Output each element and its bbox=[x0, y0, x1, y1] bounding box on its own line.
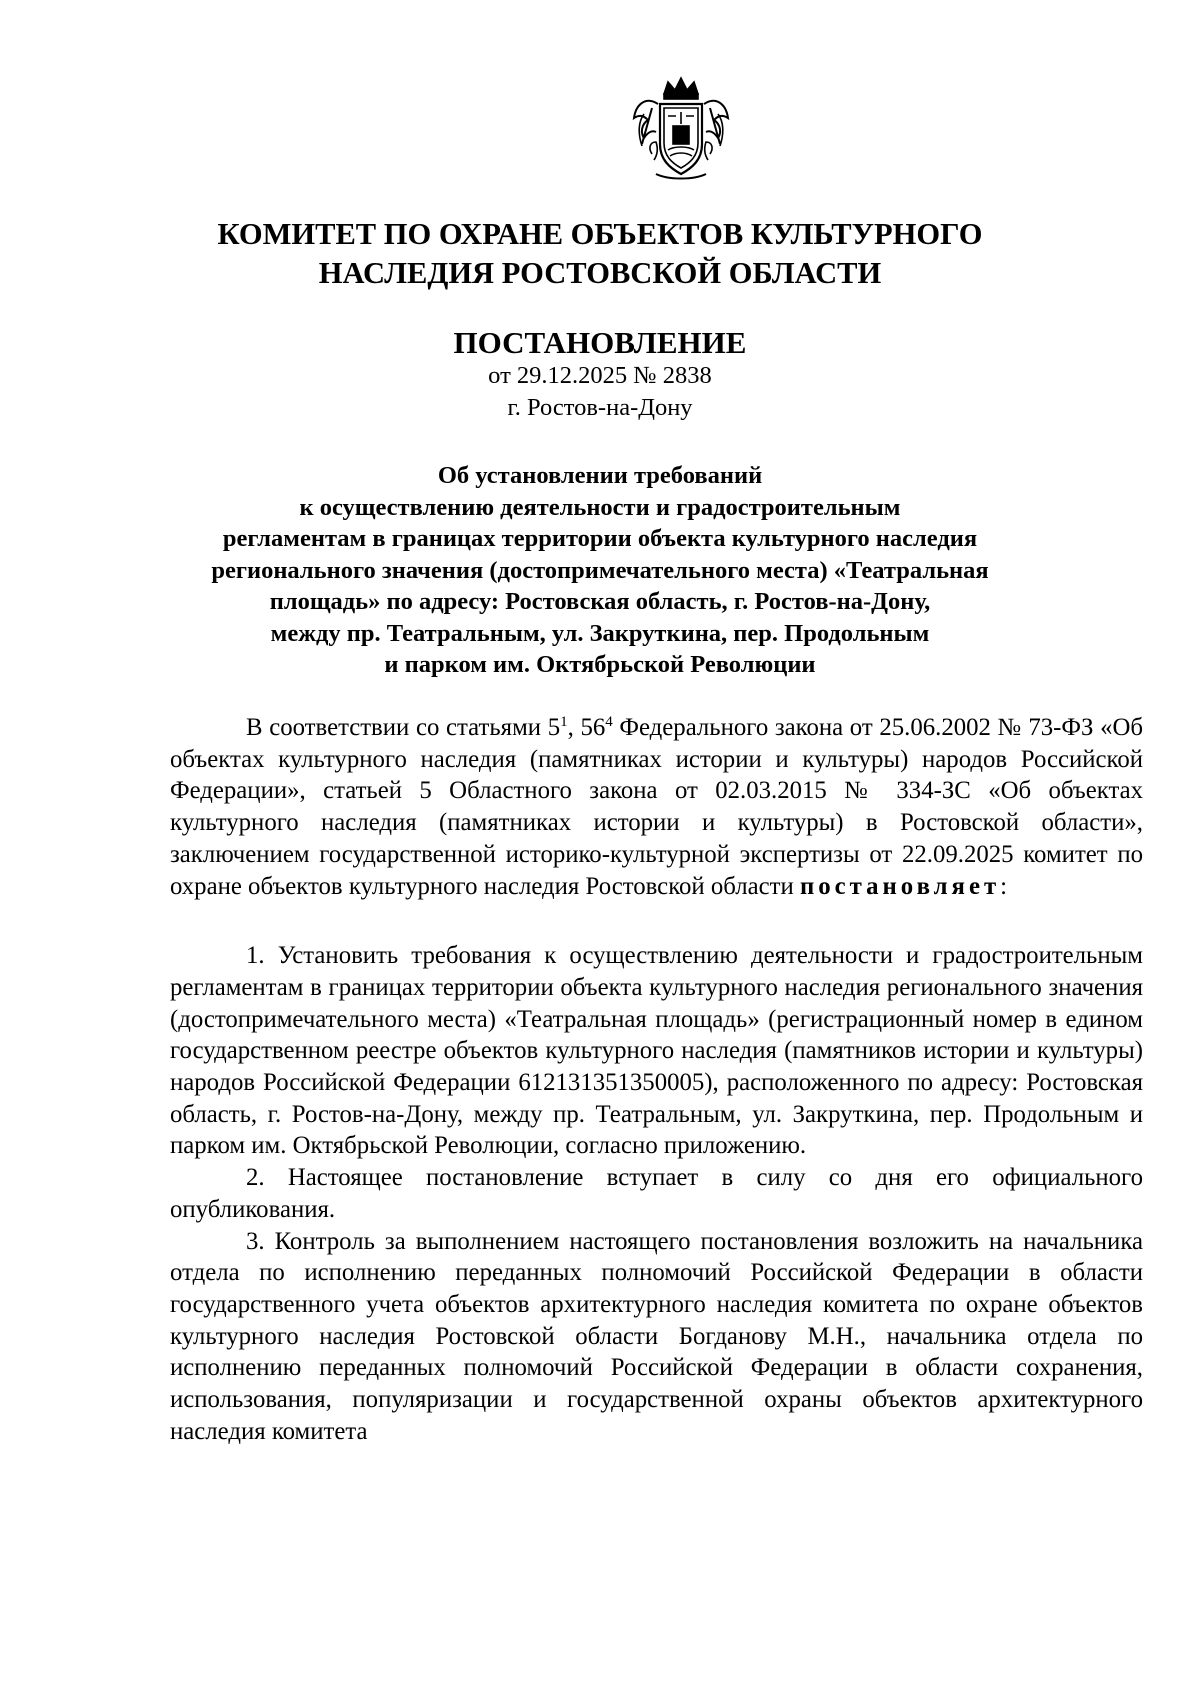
subject-line: Об установлении требований bbox=[437, 462, 763, 489]
preamble-text-part3: Федерального закона от 25.06.2002 № 73-ФЗ «Об объектах культурного наследия (памятниках истории и культуры) народов Российской Федерации», статьей 5 Областного закона от 02.03.2015 № 334-ЗС «Об объектах культурного наследия (памятниках истории и культуры) в Ростовской области», заключением государственной историко-культурной экспертизы от 22.09.2025 комитет по охране объектов культурного наследия Ростовской области bbox=[170, 714, 1143, 900]
subject-line: к осуществлению деятельности и градостроительным bbox=[299, 493, 901, 521]
resolution-item-1: 1. Установить требования к осуществлению деятельности и градостроительным регламентам в границах территории объекта культурного наследия регионального значения (достопримечательного места) «Театральная площадь» (регистрационный номер в едином государственном реестре объектов культурного наследия (памятников истории и культуры) народов Российской Федерации 612131351350005), расположенного по адресу: Ростовская область, г. Ростов-на-Дону, между пр. Театральным, ул. Закруткина, пер. Продольным и парком им. Октябрьской Революции, согласно приложению. bbox=[170, 942, 1143, 1160]
preamble-text-part2: , 56 bbox=[567, 714, 606, 741]
date-and-number: от 29.12.2025 № 2838 bbox=[488, 362, 712, 389]
organization-name bbox=[170, 215, 1030, 293]
resolves-word: постановляет bbox=[799, 872, 1001, 900]
city: г. Ростов-на-Дону bbox=[507, 394, 693, 421]
coat-of-arms-emblem bbox=[628, 74, 734, 182]
subject-line: площадь» по адресу: Ростовская область, г. Ростов-на-Дону, bbox=[269, 588, 931, 615]
preamble-colon: : bbox=[1000, 872, 1008, 900]
subject-line: и парком им. Октябрьской Революции bbox=[384, 651, 816, 678]
superscript-1: 1 bbox=[560, 714, 568, 730]
document-subject bbox=[200, 460, 1000, 681]
superscript-4: 4 bbox=[605, 714, 613, 730]
preamble-paragraph bbox=[170, 712, 1143, 902]
preamble-text-part1: В соответствии со статьями 5 bbox=[246, 714, 561, 741]
subject-line: между пр. Театральным, ул. Закруткина, пер. Продольным bbox=[270, 619, 930, 647]
paragraph-gap bbox=[170, 902, 1143, 940]
organization-name-line2: НАСЛЕДИЯ РОСТОВСКОЙ ОБЛАСТИ bbox=[318, 256, 882, 290]
organization-name-line1: КОМИТЕТ ПО ОХРАНЕ ОБЪЕКТОВ КУЛЬТУРНОГО bbox=[217, 217, 983, 251]
subject-line: регионального значения (достопримечательного места) «Театральная bbox=[211, 556, 989, 584]
resolution-item-2: 2. Настоящее постановление вступает в силу со дня его официального опубликования. bbox=[170, 1164, 1143, 1223]
document-type: ПОСТАНОВЛЕНИЕ bbox=[453, 325, 747, 360]
resolution-item-3: 3. Контроль за выполнением настоящего постановления возложить на начальника отдела по исполнению переданных полномочий Российской Федерации в области государственного учета объектов архитектурного наследия комитета по охране объектов культурного наследия Ростовской области Богданову М.Н., начальника отдела по исполнению переданных полномочий Российской Федерации в области сохранения, использования, популяризации и государственной охраны объектов архитектурного наследия комитета bbox=[170, 1227, 1143, 1445]
document-body bbox=[170, 712, 1143, 1447]
document-meta bbox=[300, 360, 900, 424]
subject-line: регламентам в границах территории объекта культурного наследия bbox=[222, 525, 978, 552]
